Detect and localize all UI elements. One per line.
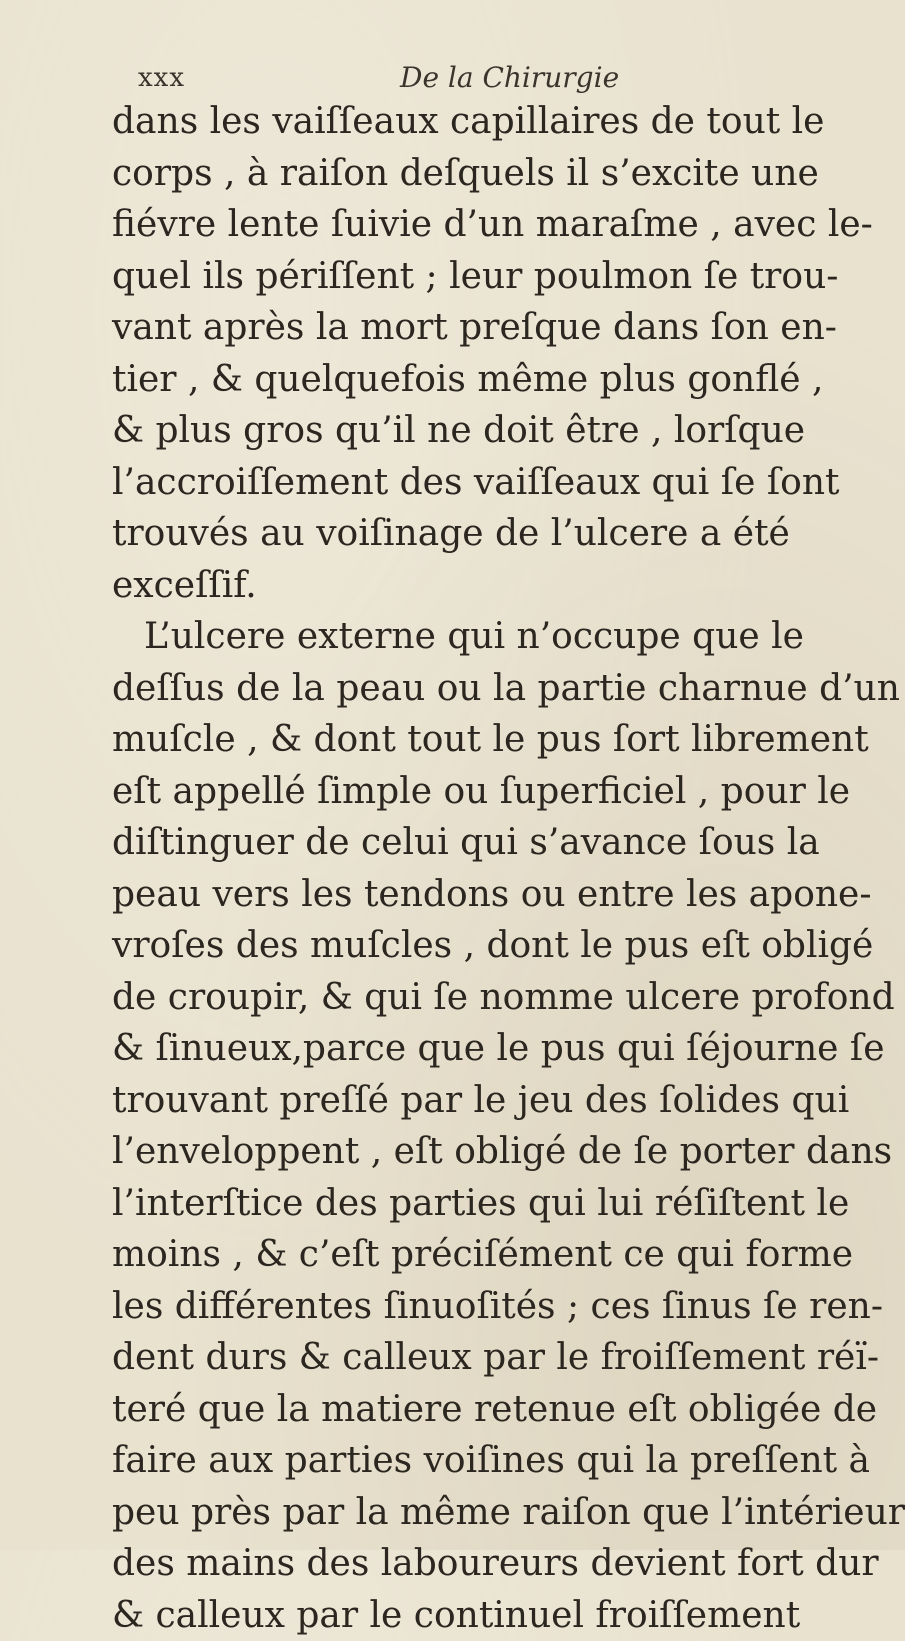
text-line: fiévre lente ſuivie d’un maraſme , avec le- bbox=[112, 199, 764, 251]
text-line: deſſus de la peau ou la partie charnue d’un bbox=[112, 663, 764, 715]
text-line: eſt appellé ſimple ou ſuperficiel , pour le bbox=[112, 766, 764, 818]
text-line: les différentes ſinuoſités ; ces ſinus ſe ren- bbox=[112, 1281, 764, 1333]
page-header bbox=[138, 58, 738, 98]
text-line: exceſſif. bbox=[112, 560, 764, 612]
running-title: De la Chirurgie bbox=[400, 58, 619, 98]
text-line: l’enveloppent , eſt obligé de ſe porter dans bbox=[112, 1126, 764, 1178]
text-line: corps , à raiſon deſquels il s’excite une bbox=[112, 148, 764, 200]
text-line: moins , & c’eſt préciſément ce qui forme bbox=[112, 1229, 764, 1281]
text-line: quel ils périſſent ; leur poulmon ſe trou- bbox=[112, 251, 764, 303]
text-line: trouvant preſſé par le jeu des ſolides qui bbox=[112, 1075, 764, 1127]
text-line: dent durs & calleux par le froiſſement réï- bbox=[112, 1332, 764, 1384]
text-line: teré que la matiere retenue eſt obligée de bbox=[112, 1384, 764, 1436]
text-line: peu près par la même raiſon que l’intérieur bbox=[112, 1487, 764, 1539]
text-line: faire aux parties voiſines qui la preſſent à bbox=[112, 1435, 764, 1487]
text-line: de croupir, & qui ſe nomme ulcere profond bbox=[112, 972, 764, 1024]
text-line: vroſes des muſcles , dont le pus eſt obligé bbox=[112, 920, 764, 972]
text-line: trouvés au voiſinage de l’ulcere a été bbox=[112, 508, 764, 560]
text-line: diſtinguer de celui qui s’avance ſous la bbox=[112, 817, 764, 869]
body-text bbox=[112, 96, 764, 1641]
text-line: & plus gros qu’il ne doit être , lorſque bbox=[112, 405, 764, 457]
text-line: dans les vaiſſeaux capillaires de tout le bbox=[112, 96, 764, 148]
text-line: & calleux par le continuel froiſſement bbox=[112, 1590, 764, 1641]
text-line: muſcle , & dont tout le pus ſort librement bbox=[112, 714, 764, 766]
text-line: vant après la mort preſque dans ſon en- bbox=[112, 302, 764, 354]
text-line: tier , & quelquefois même plus gonflé , bbox=[112, 354, 764, 406]
text-line: l’accroiſſement des vaiſſeaux qui ſe ſont bbox=[112, 457, 764, 509]
text-line: des mains des laboureurs devient fort dur bbox=[112, 1538, 764, 1590]
text-line: l’interſtice des parties qui lui réſiſtent le bbox=[112, 1178, 764, 1230]
paragraph-start-line: L’ulcere externe qui n’occupe que le bbox=[112, 611, 764, 663]
page-number: xxx bbox=[138, 58, 185, 98]
text-line: peau vers les tendons ou entre les apone- bbox=[112, 869, 764, 921]
text-line: & ſinueux,parce que le pus qui ſéjourne ſe bbox=[112, 1023, 764, 1075]
